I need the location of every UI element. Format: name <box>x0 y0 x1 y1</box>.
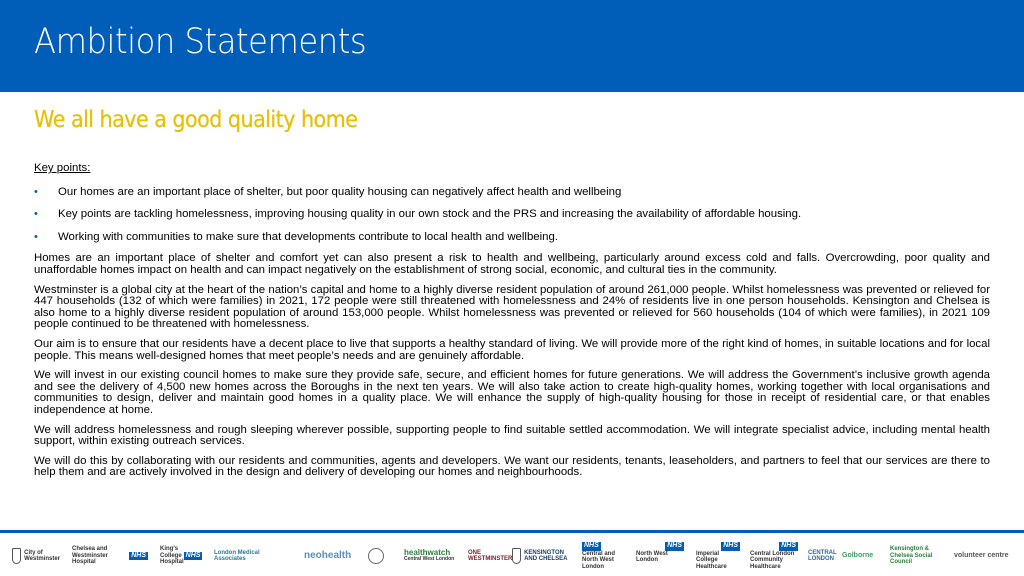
header-bar <box>0 0 1024 92</box>
circle-badge-logo <box>368 542 392 570</box>
paragraph: Our aim is to ensure that our residents have a decent place to live that supports a healthy standard of living. We will provide more of the right kind of homes, in suitable locations and for local people. This means well-designed homes that meet people’s needs and are genuinely affordable. <box>34 337 990 362</box>
section-subtitle: We all have a good quality home <box>34 107 358 133</box>
bullet-icon: • <box>34 230 38 243</box>
paragraph: Homes are an important place of shelter and comfort yet can also present a risk to health and wellbeing, particularly around excess cold and falls. Overcrowding, poor quality and unaffordable homes impact on health and can impact negatively on the establishment of strong social, economic, and cultural ties in the community. <box>34 252 990 276</box>
crest-icon <box>512 548 521 564</box>
bullet-icon: • <box>34 185 38 198</box>
bullet-text: Working with communities to make sure that developments contribute to local health and wellbeing. <box>58 230 558 243</box>
lma-logo: London Medical Associates <box>214 549 260 562</box>
central-london-logo: CENTRAL LONDON <box>808 549 837 562</box>
one-westminster-logo: ONE WESTMINSTER <box>468 549 513 562</box>
key-points-list <box>34 186 990 243</box>
volunteer-centre-logo: volunteer centre <box>954 551 1009 559</box>
paragraph: We will address homelessness and rough sleeping wherever possible, supporting people to find suitable settled accommodation. We will integrate specialist advice, including mental health support, within existing outreach services. <box>34 423 990 448</box>
golborne-logo: Golborne <box>842 551 874 559</box>
bullet-icon: • <box>34 208 38 221</box>
key-points-label: Key points: <box>34 162 91 174</box>
imperial-logo: NHS Imperial College Healthcare <box>696 542 738 570</box>
main-content <box>34 163 990 487</box>
paragraph: Westminster is a global city at the heart of the nation’s capital and home to a highly diverse resident population of around 261,000 people. Whilst homelessness was prevented or relieved for 447 households (132 of which were families) in 2021, 172 people were still threatened with homelessness and 24% of residents live in one person households. Kensington and Chelsea is also home to a highly diverse resident population of around 153,000 people. Whilst homelessness was prevented or relieved for 560 households (104 of which were families), in 2021 109 people continued to be threatened with homelessness. <box>34 283 990 331</box>
list-item <box>34 186 990 198</box>
westminster-logo: City of Westminster <box>12 542 60 570</box>
partner-logo-strip <box>0 538 1024 576</box>
nwl-logo: NHS North West London <box>636 542 682 563</box>
footer-divider <box>0 530 1024 533</box>
bullet-text: Key points are tackling homelessness, improving housing quality in our own stock and the PRS and increasing the availability of affordable housing. <box>58 208 802 221</box>
seal-icon <box>368 548 384 564</box>
kings-college-logo: King's College Hospital NHS <box>160 546 201 566</box>
list-item <box>34 208 990 220</box>
paragraph: We will do this by collaborating with our residents and communities, agents and developers. We want our residents, tenants, leaseholders, and partners to feel that our services are there to help them and are actively involved in the design and delivery of developing our homes and neighbourhoods. <box>34 454 990 479</box>
rbkc-logo: KENSINGTON AND CHELSEA <box>512 542 574 570</box>
healthwatch-logo: healthwatch Central West London <box>404 547 455 562</box>
kcss-logo: Kensington & Chelsea Social Council <box>890 546 933 566</box>
header-divider <box>0 92 1024 95</box>
chelsea-westminster-logo: Chelsea and Westminster Hospital NHS <box>72 546 146 566</box>
crest-icon <box>12 548 21 564</box>
page-title: Ambition Statements <box>34 22 367 62</box>
list-item <box>34 231 990 243</box>
paragraph: We will invest in our existing council homes to make sure they provide safe, secure, and efficient homes for future generations. We will address the Government’s inclusive growth agenda and see the delivery of 4,500 new homes across the Boroughs in the next ten years. We will also take action to create high-quality homes, working together with local organisations and communities to design, deliver and maintain good homes in a quality place. We will enhance the supply of high-quality housing for those in receipt of residential care, or that enables independence at home. <box>34 369 990 416</box>
bullet-text: Our homes are an important place of shelter, but poor quality housing can negatively affect health and wellbeing <box>58 185 622 198</box>
cnwl-logo: NHS Central and North West London <box>582 542 616 570</box>
clch-logo: NHS Central London Community Healthcare <box>750 542 796 570</box>
neohealth-logo: neohealth <box>304 549 352 561</box>
